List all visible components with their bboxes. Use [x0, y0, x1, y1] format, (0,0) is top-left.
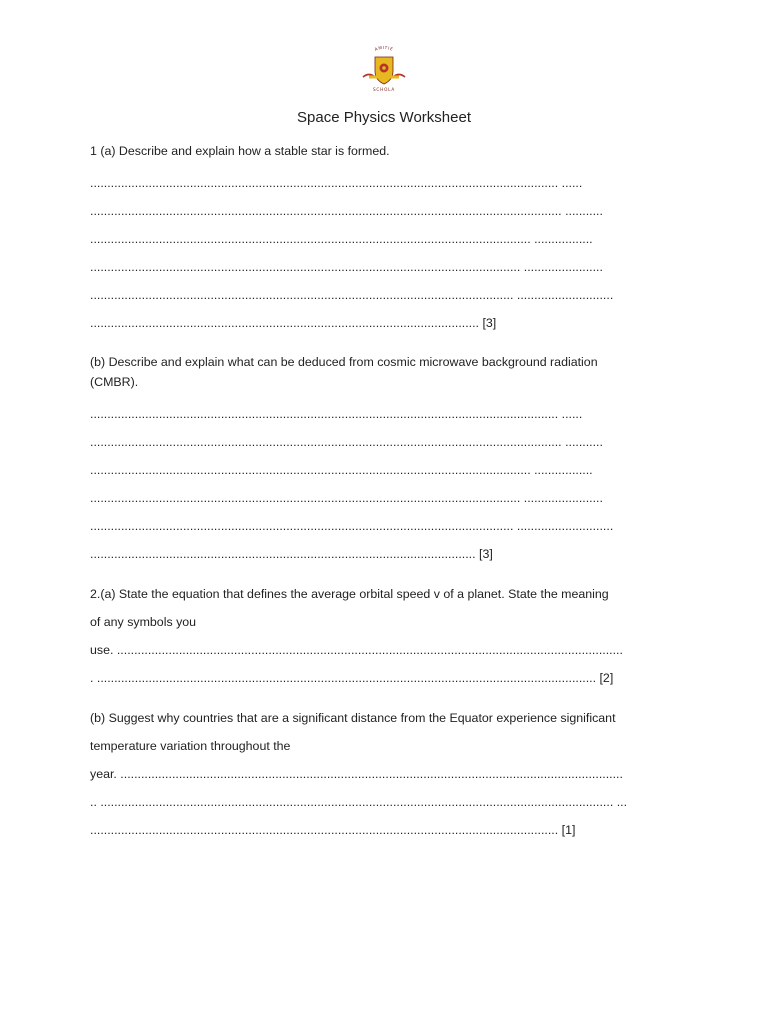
q2b-prompt-line-1: (b) Suggest why countries that are a significant distance from the Equator experience significant	[90, 711, 616, 725]
q1b-answer-line-3[interactable]: ................................................................................................................................ .................	[90, 463, 593, 477]
q1b-answer-line-6-marks[interactable]: ................................................................................................................ [3]	[90, 547, 493, 561]
q2b-answer-line-2[interactable]: .. ..................................................................................................................................................... ...	[90, 795, 628, 809]
q2a-prompt-line-2: of any symbols you	[90, 615, 197, 629]
crest-upper-motto: AMITIE	[373, 44, 395, 52]
q2a-answer-line-2-marks[interactable]: . ................................................................................................................................................. [2]	[90, 671, 614, 685]
crest-lower-motto: SCHOLA	[372, 87, 396, 92]
q1b-prompt-line-1: (b) Describe and explain what can be deduced from cosmic microwave background radiation	[90, 355, 598, 369]
q1b-answer-line-5[interactable]: ........................................................................................................................... ............................	[90, 519, 614, 533]
school-crest-logo	[355, 44, 413, 94]
q2b-answer-line-3-marks[interactable]: ........................................................................................................................................ [1]	[90, 823, 576, 837]
q2a-answer-line-1[interactable]: use. ...................................................................................................................................................	[90, 643, 623, 657]
q1a-answer-line-1[interactable]: ........................................................................................................................................ ......	[90, 176, 583, 190]
q1a-answer-line-2[interactable]: ......................................................................................................................................... ...........	[90, 204, 603, 218]
q1a-answer-line-4[interactable]: ............................................................................................................................. .......................	[90, 260, 603, 274]
q2b-prompt-line-2: temperature variation throughout the	[90, 739, 291, 753]
q1b-answer-line-2[interactable]: ......................................................................................................................................... ...........	[90, 435, 603, 449]
q1a-answer-line-6-marks[interactable]: ................................................................................................................. [3]	[90, 316, 497, 330]
q2a-prompt-line-1: 2.(a) State the equation that defines the average orbital speed v of a planet. State the meaning	[90, 587, 609, 601]
q2b-answer-line-1[interactable]: year. ..................................................................................................................................................	[90, 767, 623, 781]
q1b-prompt-line-2: (CMBR).	[90, 375, 139, 389]
q1b-answer-line-1[interactable]: ........................................................................................................................................ ......	[90, 407, 583, 421]
page-title: Space Physics Worksheet	[297, 109, 471, 126]
q1a-prompt: 1 (a) Describe and explain how a stable star is formed.	[90, 144, 390, 158]
q1b-answer-line-4[interactable]: ............................................................................................................................. .......................	[90, 491, 603, 505]
q1a-answer-line-3[interactable]: ................................................................................................................................ .................	[90, 232, 593, 246]
q1a-answer-line-5[interactable]: ........................................................................................................................... ............................	[90, 288, 614, 302]
svg-text:AMITIE	[374, 45, 394, 52]
